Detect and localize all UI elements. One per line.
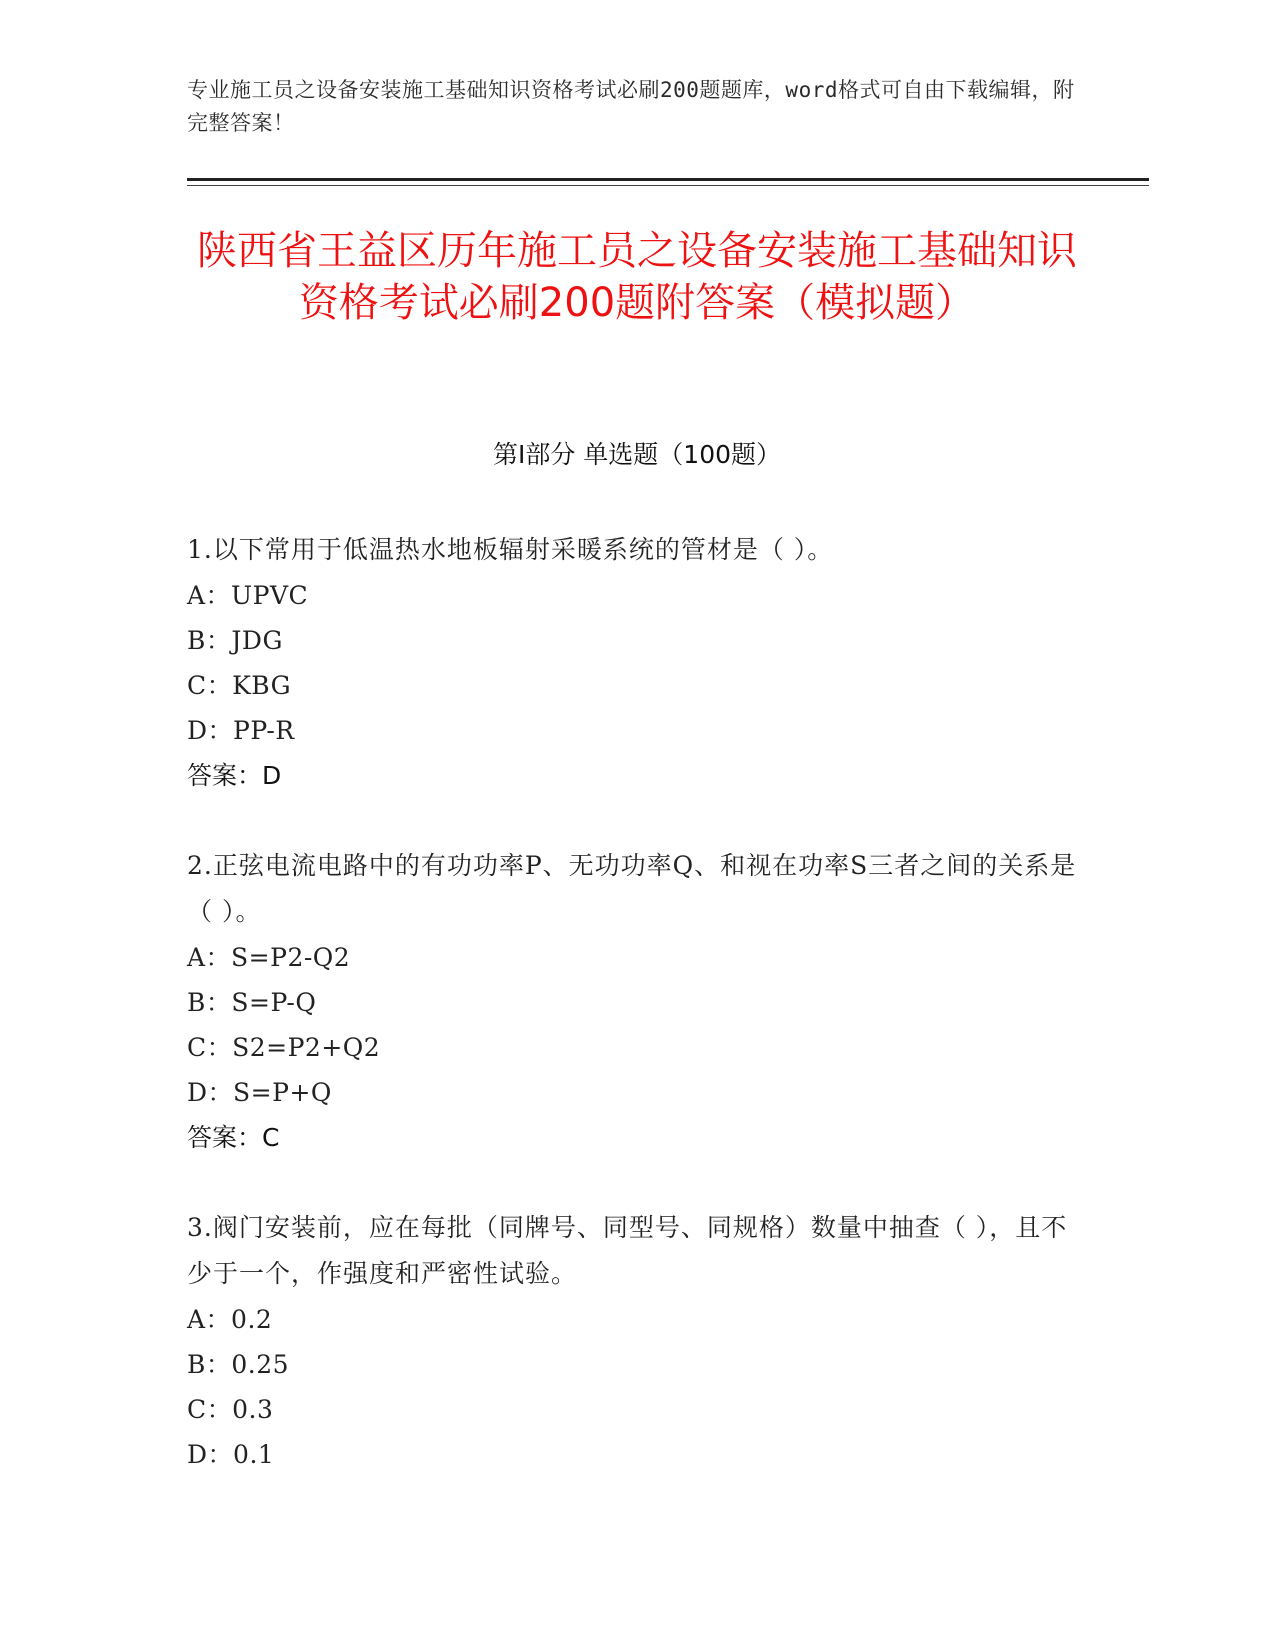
option-c: C：S2=P2+Q2 (187, 1033, 381, 1062)
header-note: 专业施工员之设备安装施工基础知识资格考试必刷200题题库，word格式可自由下载编辑，附完整答案！ (187, 78, 1075, 135)
option-c: C：0.3 (187, 1395, 274, 1424)
question-list (187, 527, 1087, 1477)
option-d: D：S=P+Q (187, 1078, 332, 1107)
document-title: 陕西省王益区历年施工员之设备安装施工基础知识资格考试必刷200题附答案（模拟题） (197, 228, 1077, 326)
option-d: D：0.1 (187, 1440, 275, 1469)
option-a: A：S=P2-Q2 (187, 943, 351, 972)
header-divider-thin (187, 185, 1149, 186)
question-stem: 2.正弦电流电路中的有功功率P、无功功率Q、和视在功率S三者之间的关系是（ ）。 (187, 851, 1077, 926)
section-heading: 第Ⅰ部分 单选题（100题） (492, 440, 782, 469)
question-3 (187, 1205, 1087, 1477)
option-a: A：UPVC (187, 581, 309, 610)
option-b: B：0.25 (187, 1350, 290, 1379)
question-spacer (187, 798, 1087, 843)
answer: 答案：D (187, 761, 282, 790)
option-d: D：PP-R (187, 716, 295, 745)
header-divider-thick (187, 178, 1149, 181)
question-1 (187, 527, 1087, 798)
option-b: B：S=P-Q (187, 988, 317, 1017)
question-2 (187, 843, 1087, 1160)
option-c: C：KBG (187, 671, 292, 700)
answer: 答案：C (187, 1123, 280, 1152)
question-stem: 1.以下常用于低温热水地板辐射采暖系统的管材是（ ）。 (187, 535, 834, 564)
question-stem: 3.阀门安装前，应在每批（同牌号、同型号、同规格）数量中抽查（ ），且不少于一个，作强度和严密性试验。 (187, 1213, 1068, 1288)
question-spacer (187, 1160, 1087, 1205)
option-b: B：JDG (187, 626, 283, 655)
option-a: A：0.2 (187, 1305, 273, 1334)
